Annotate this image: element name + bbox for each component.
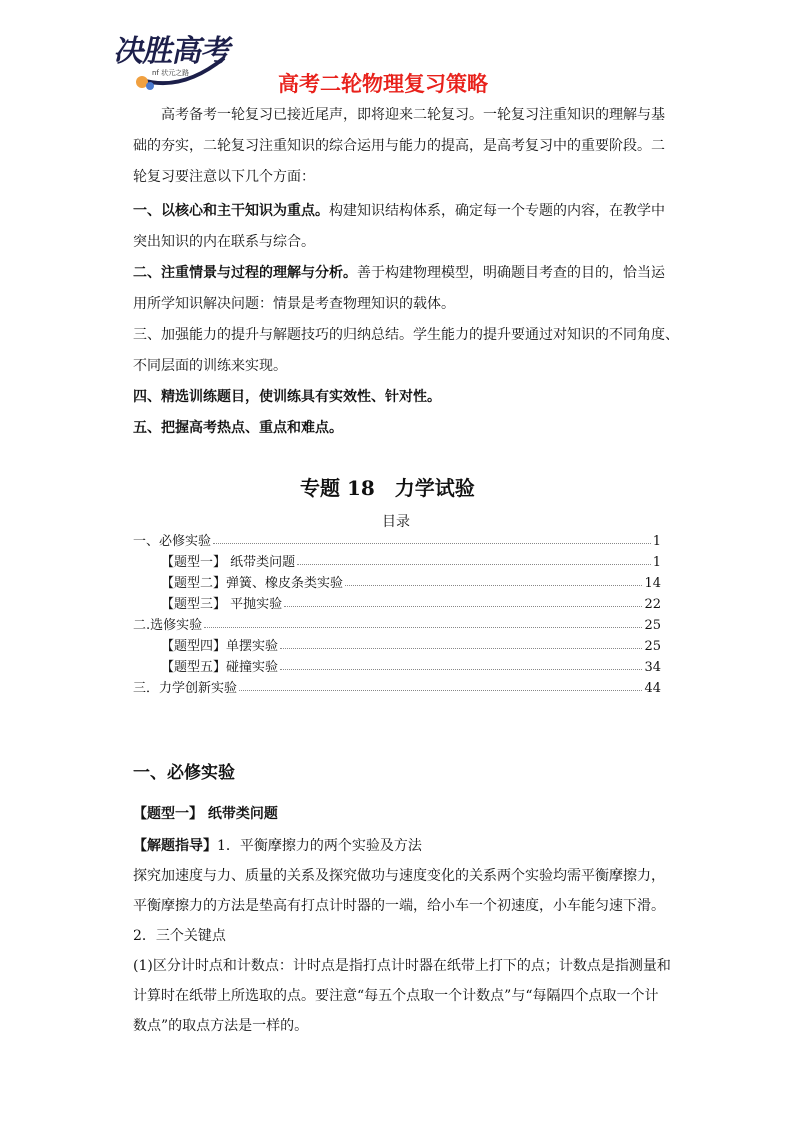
- point-5: 五、把握高考热点、重点和难点。: [133, 420, 343, 436]
- point-1: [133, 196, 673, 227]
- toc-entry-label: 二.选修实验: [133, 618, 203, 633]
- guide-label: 【解题指导】: [133, 838, 217, 854]
- logo-subtext: nf 状元之路: [152, 69, 190, 77]
- body-line: 平衡摩擦力的方法是垫高有打点计时器的一端，给小车一个初速度，小车能匀速下滑。: [133, 898, 665, 914]
- toc-entry-page: 14: [644, 576, 661, 591]
- body-line: 探究加速度与力、质量的关系及探究做功与速度变化的关系两个实验均需平衡摩擦力，: [133, 868, 665, 884]
- intro-line: 轮复习要注意以下几个方面：: [133, 169, 315, 185]
- toc-leader: [280, 669, 642, 670]
- toc-entry[interactable]: [133, 570, 661, 591]
- toc-entry-page: 25: [644, 639, 661, 654]
- toc-leader: [239, 690, 642, 691]
- toc-entry-label: 【题型四】单摆实验: [161, 639, 279, 654]
- toc-entry[interactable]: [133, 633, 661, 654]
- toc-entry[interactable]: [133, 612, 661, 633]
- intro-paragraph: [133, 100, 673, 193]
- toc-entry-page: 34: [644, 660, 661, 675]
- toc-leader: [345, 585, 642, 586]
- section-heading: 一、必修实验: [133, 763, 235, 783]
- toc-leader: [213, 543, 651, 544]
- toc-entry-page: 25: [644, 618, 661, 633]
- toc-entry[interactable]: [133, 654, 661, 675]
- toc-leader: [284, 606, 642, 607]
- type-heading: 【题型一】 纸带类问题: [133, 806, 278, 822]
- toc-entry-label: 三．力学创新实验: [133, 681, 238, 696]
- point-2: [133, 258, 673, 289]
- toc-entry-label: 【题型三】 平抛实验: [161, 597, 283, 612]
- toc-entry[interactable]: [133, 675, 661, 696]
- toc-entry[interactable]: [133, 591, 661, 612]
- toc-entry[interactable]: [133, 549, 661, 570]
- toc-entry-page: 22: [644, 597, 661, 612]
- topic-title: 专题 18 力学试验: [300, 476, 475, 500]
- point-3-text: 三、加强能力的提升与解题技巧的归纳总结。学生能力的提升要通过对知识的不同角度、: [133, 327, 679, 343]
- toc-leader: [204, 627, 642, 628]
- banner-title: 高考二轮物理复习策略: [278, 72, 488, 96]
- table-of-contents: [133, 528, 661, 696]
- guide-text: 1．平衡摩擦力的两个实验及方法: [217, 838, 422, 854]
- points-list: [133, 196, 679, 444]
- toc-entry-label: 一、必修实验: [133, 534, 212, 549]
- point-1-text: 构建知识结构体系，确定每一个专题的内容，在教学中: [329, 203, 665, 219]
- toc-entry-page: 1: [652, 555, 661, 570]
- toc-entry-label: 【题型五】碰撞实验: [161, 660, 279, 675]
- logo-text: 决胜高考: [111, 34, 235, 69]
- point-3: [133, 320, 679, 351]
- point-2-bold: 二、注重情景与过程的理解与分析。: [133, 265, 357, 281]
- point-4: 四、精选训练题目，使训练具有实效性、针对性。: [133, 389, 441, 405]
- toc-leader: [297, 564, 651, 565]
- point-3-line2: 不同层面的训练来实现。: [133, 358, 287, 374]
- guide-line: [133, 831, 673, 861]
- toc-entry-page: 1: [652, 534, 661, 549]
- body-line: (1)区分计时点和计数点：计时点是指打点计时器在纸带上打下的点；计数点是指测量和: [133, 958, 671, 974]
- point-2-line2: 用所学知识解决问题：情景是考查物理知识的载体。: [133, 296, 455, 312]
- toc-entry-page: 44: [644, 681, 661, 696]
- point-1-line2: 突出知识的内在联系与综合。: [133, 234, 315, 250]
- intro-line: 高考备考一轮复习已接近尾声，即将迎来二轮复习。一轮复习注重知识的理解与基: [161, 107, 665, 123]
- toc-title: 目录: [382, 514, 410, 530]
- body-line: 2．三个关键点: [133, 928, 226, 944]
- toc-leader: [280, 648, 642, 649]
- point-2-text: 善于构建物理模型，明确题目考查的目的，恰当运: [357, 265, 665, 281]
- body-line: 数点”的取点方法是一样的。: [133, 1018, 309, 1034]
- body-line: 计算时在纸带上所选取的点。要注意“每五个点取一个计数点”与“每隔四个点取一个计: [133, 988, 659, 1004]
- toc-entry[interactable]: [133, 528, 661, 549]
- toc-entry-label: 【题型一】 纸带类问题: [161, 555, 296, 570]
- intro-line: 础的夯实，二轮复习注重知识的综合运用与能力的提高，是高考复习中的重要阶段。二: [133, 138, 665, 154]
- point-1-bold: 一、以核心和主干知识为重点。: [133, 203, 329, 219]
- body-text: [133, 831, 673, 1041]
- toc-entry-label: 【题型二】弹簧、橡皮条类实验: [161, 576, 344, 591]
- logo: [111, 22, 235, 100]
